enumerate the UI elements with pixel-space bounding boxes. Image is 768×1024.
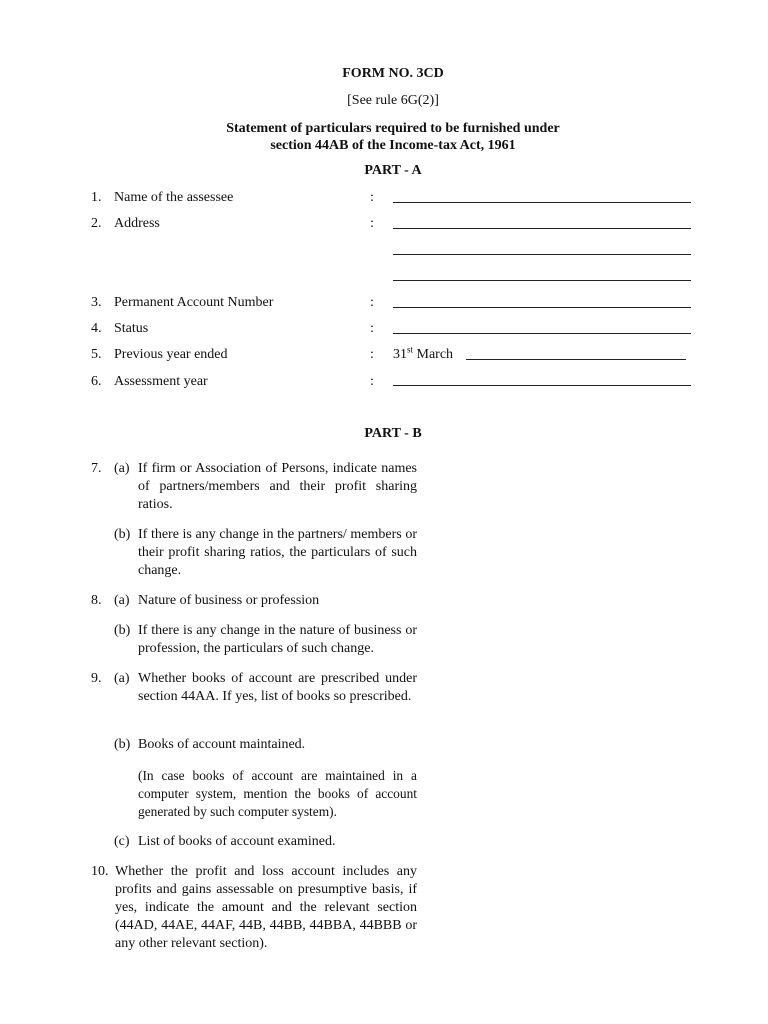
- colon: :: [370, 190, 374, 205]
- q8a-text: Nature of business or profession: [138, 593, 320, 608]
- q9c-text: List of books of account examined.: [138, 834, 336, 849]
- previous-year-input-line[interactable]: [466, 359, 686, 360]
- part-b-title: PART - B: [364, 426, 422, 441]
- name-input-line[interactable]: [393, 202, 691, 203]
- colon: :: [370, 321, 374, 336]
- subitem-tag: (a): [114, 671, 130, 686]
- item-number: 6.: [91, 374, 102, 389]
- q9b-text: Books of account maintained.: [138, 737, 306, 752]
- item-number: 9.: [91, 671, 102, 686]
- field-label: Permanent Account Number: [114, 295, 274, 310]
- assessment-year-input-line[interactable]: [393, 385, 691, 386]
- item-number: 8.: [91, 593, 102, 608]
- part-a-title: PART - A: [364, 163, 422, 178]
- subitem-tag: (a): [114, 593, 130, 608]
- statement-title-line1: Statement of particulars required to be furnished under: [226, 121, 560, 136]
- previous-year-prefix: [393, 346, 453, 364]
- colon: :: [370, 374, 374, 389]
- subitem-tag: (b): [114, 623, 131, 638]
- field-label: Previous year ended: [114, 347, 228, 362]
- field-label: Status: [114, 321, 149, 336]
- address-input-line-2[interactable]: [393, 254, 691, 255]
- subitem-tag: (c): [114, 834, 130, 849]
- colon: :: [370, 295, 374, 310]
- pan-input-line[interactable]: [393, 307, 691, 308]
- q9a-text: Whether books of account are prescribed under section 44AA. If yes, list of books so prescribed.: [138, 671, 417, 704]
- day-suffix: st: [407, 344, 414, 355]
- item-number: 10.: [91, 864, 109, 879]
- q7b-text: If there is any change in the partners/ members or their profit sharing ratios, the particulars of such change.: [138, 527, 417, 578]
- item-number: 7.: [91, 461, 102, 476]
- rule-reference: [See rule 6G(2)]: [347, 93, 439, 108]
- field-label: Address: [114, 216, 160, 231]
- item-number: 2.: [91, 216, 102, 231]
- field-label: Name of the assessee: [114, 190, 234, 205]
- day-number: 31: [393, 347, 407, 362]
- subitem-tag: (b): [114, 737, 131, 752]
- statement-title-line2: section 44AB of the Income-tax Act, 1961: [270, 138, 516, 153]
- item-number: 4.: [91, 321, 102, 336]
- address-input-line-3[interactable]: [393, 280, 691, 281]
- q10-text: Whether the profit and loss account includes any profits and gains assessable on presumptive basis, if yes, indicate the amount and the relevant section (44AD, 44AE, 44AF, 44B, 44BB, 44BBA, 44BBB or any other relevant section).: [115, 864, 417, 951]
- item-number: 5.: [91, 347, 102, 362]
- month-text: March: [413, 347, 454, 362]
- item-number: 1.: [91, 190, 102, 205]
- field-label: Assessment year: [114, 374, 208, 389]
- q9b-note: (In case books of account are maintained in a computer system, mention the books of account generated by such computer system).: [138, 768, 417, 819]
- form-number: FORM NO. 3CD: [342, 66, 444, 81]
- status-input-line[interactable]: [393, 333, 691, 334]
- item-number: 3.: [91, 295, 102, 310]
- colon: :: [370, 216, 374, 231]
- q8b-text: If there is any change in the nature of business or profession, the particulars of such change.: [138, 623, 417, 656]
- subitem-tag: (b): [114, 527, 131, 542]
- subitem-tag: (a): [114, 461, 130, 476]
- colon: :: [370, 347, 374, 362]
- address-input-line-1[interactable]: [393, 228, 691, 229]
- q7a-text: If firm or Association of Persons, indicate names of partners/members and their profit sharing ratios.: [138, 461, 417, 512]
